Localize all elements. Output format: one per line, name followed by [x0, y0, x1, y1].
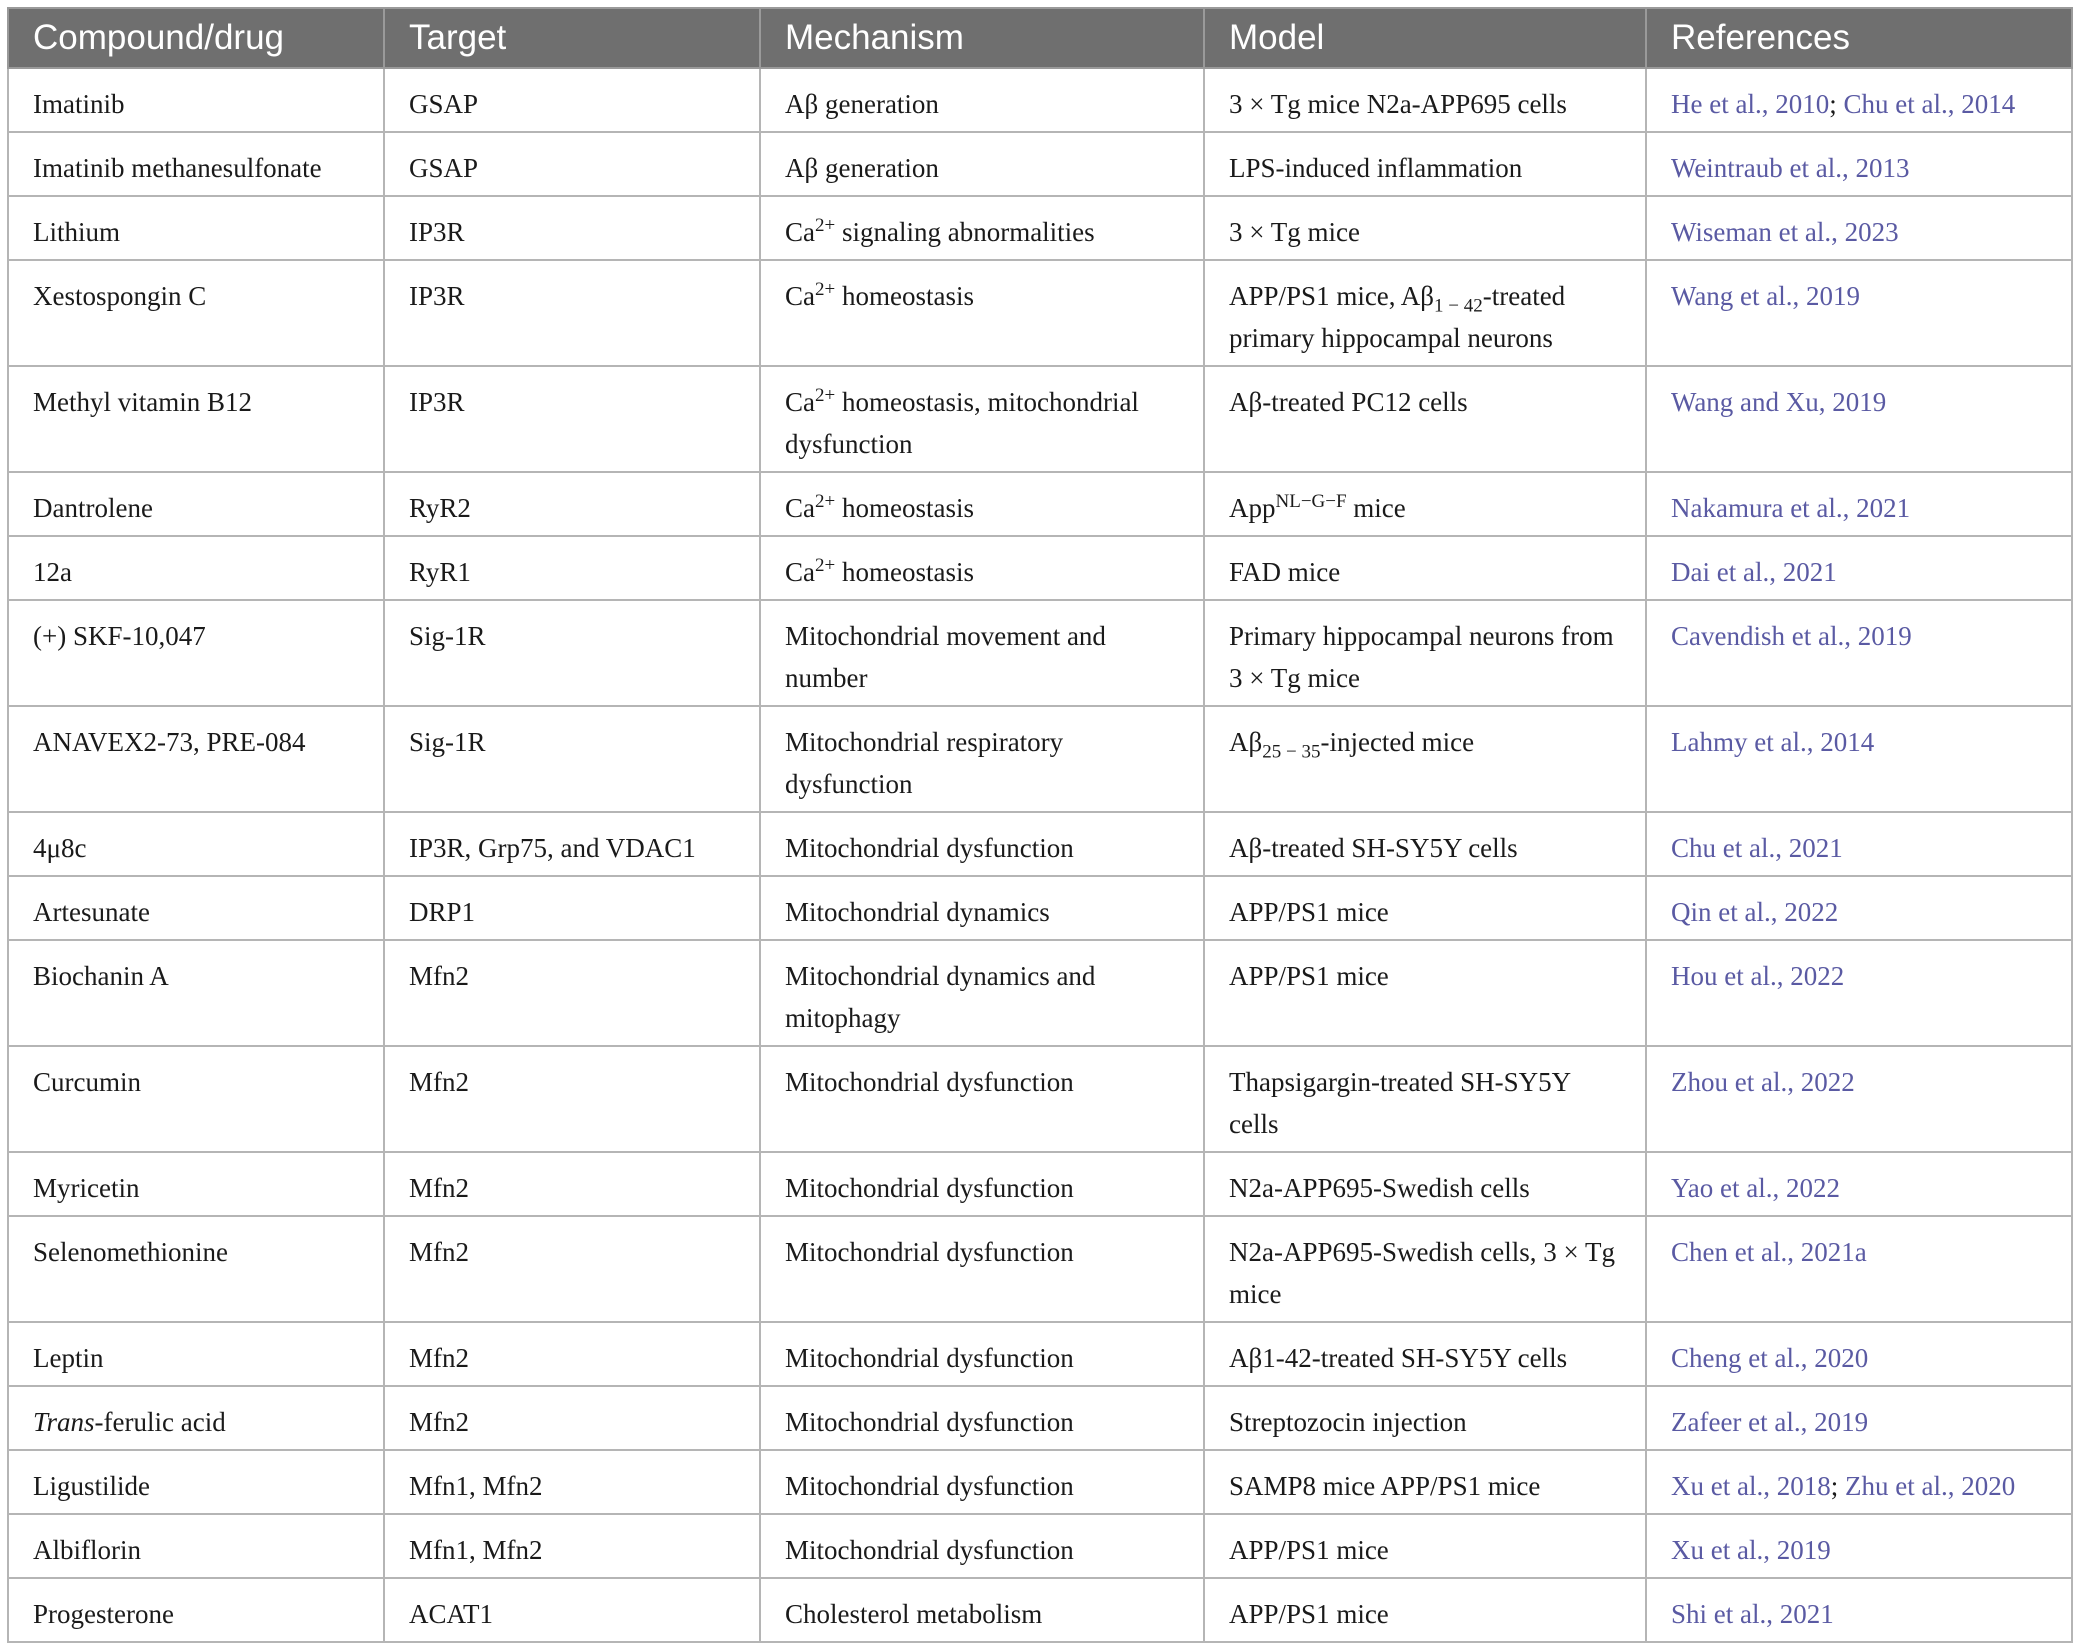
cell-model: SAMP8 mice APP/PS1 mice [1204, 1450, 1646, 1514]
table-row [8, 706, 2072, 812]
cell-model: Primary hippocampal neurons from 3 × Tg mice [1204, 600, 1646, 706]
cell-compound: Ligustilide [8, 1450, 384, 1514]
cell-mechanism: Mitochondrial dysfunction [760, 812, 1204, 876]
reference-link[interactable]: Dai et al., 2021 [1671, 557, 1837, 587]
table-row [8, 1216, 2072, 1322]
cell-compound: Imatinib methanesulfonate [8, 132, 384, 196]
cell-model [1204, 472, 1646, 536]
reference-link[interactable]: He et al., 2010 [1671, 89, 1830, 119]
model-text: Aβ [1229, 727, 1263, 757]
mechanism-text: Ca [785, 387, 815, 417]
cell-mechanism [760, 472, 1204, 536]
cell-model [1204, 260, 1646, 366]
cell-references [1646, 1450, 2072, 1514]
mechanism-superscript: 2+ [815, 385, 836, 406]
reference-link[interactable]: Chu et al., 2014 [1843, 89, 2016, 119]
cell-references [1646, 1386, 2072, 1450]
cell-references [1646, 1046, 2072, 1152]
cell-mechanism [760, 260, 1204, 366]
cell-target: Sig-1R [384, 600, 760, 706]
cell-references [1646, 1514, 2072, 1578]
cell-references [1646, 876, 2072, 940]
table-row [8, 1578, 2072, 1642]
cell-target: Mfn2 [384, 1386, 760, 1450]
header-compound: Compound/drug [8, 8, 384, 68]
table-row [8, 260, 2072, 366]
cell-target: IP3R [384, 366, 760, 472]
cell-references [1646, 706, 2072, 812]
cell-mechanism: Mitochondrial respiratory dysfunction [760, 706, 1204, 812]
cell-compound: Progesterone [8, 1578, 384, 1642]
cell-references [1646, 1578, 2072, 1642]
mechanism-text: homeostasis [835, 557, 974, 587]
header-mechanism: Mechanism [760, 8, 1204, 68]
reference-link[interactable]: Weintraub et al., 2013 [1671, 153, 1910, 183]
mechanism-text: Ca [785, 217, 815, 247]
table-row [8, 536, 2072, 600]
table-row [8, 68, 2072, 132]
table-row [8, 1046, 2072, 1152]
cell-compound: Leptin [8, 1322, 384, 1386]
reference-link[interactable]: Chen et al., 2021a [1671, 1237, 1867, 1267]
cell-compound: 4μ8c [8, 812, 384, 876]
cell-mechanism: Mitochondrial dysfunction [760, 1322, 1204, 1386]
cell-model: Aβ1-42-treated SH-SY5Y cells [1204, 1322, 1646, 1386]
model-text: APP/PS1 mice, Aβ [1229, 281, 1435, 311]
cell-target: IP3R, Grp75, and VDAC1 [384, 812, 760, 876]
header-target: Target [384, 8, 760, 68]
table-row [8, 132, 2072, 196]
cell-references [1646, 1322, 2072, 1386]
table-row [8, 940, 2072, 1046]
cell-target: DRP1 [384, 876, 760, 940]
cell-target: RyR2 [384, 472, 760, 536]
cell-compound: Myricetin [8, 1152, 384, 1216]
reference-link[interactable]: Qin et al., 2022 [1671, 897, 1839, 927]
reference-link[interactable]: Zafeer et al., 2019 [1671, 1407, 1869, 1437]
model-subscript: 25 − 35 [1262, 741, 1321, 763]
table-row [8, 600, 2072, 706]
cell-target: GSAP [384, 132, 760, 196]
reference-link[interactable]: Hou et al., 2022 [1671, 961, 1845, 991]
cell-model: APP/PS1 mice [1204, 1514, 1646, 1578]
reference-link[interactable]: Wang and Xu, 2019 [1671, 387, 1887, 417]
mechanism-text: Ca [785, 557, 815, 587]
mechanism-text: homeostasis [835, 281, 974, 311]
cell-mechanism: Mitochondrial dynamics [760, 876, 1204, 940]
cell-references [1646, 1152, 2072, 1216]
reference-link[interactable]: Yao et al., 2022 [1671, 1173, 1841, 1203]
cell-target: Sig-1R [384, 706, 760, 812]
cell-compound: Imatinib [8, 68, 384, 132]
cell-compound: (+) SKF-10,047 [8, 600, 384, 706]
cell-model: FAD mice [1204, 536, 1646, 600]
cell-compound: Curcumin [8, 1046, 384, 1152]
mechanism-superscript: 2+ [815, 279, 836, 300]
mechanism-text: homeostasis [835, 493, 974, 523]
cell-model: Streptozocin injection [1204, 1386, 1646, 1450]
model-subscript: 1 − 42 [1434, 295, 1483, 317]
compound-rest: -ferulic acid [94, 1407, 226, 1437]
cell-references [1646, 1216, 2072, 1322]
cell-mechanism: Mitochondrial movement and number [760, 600, 1204, 706]
cell-model: N2a-APP695-Swedish cells [1204, 1152, 1646, 1216]
cell-target: Mfn2 [384, 940, 760, 1046]
cell-model: 3 × Tg mice N2a-APP695 cells [1204, 68, 1646, 132]
table-row [8, 1322, 2072, 1386]
reference-link[interactable]: Nakamura et al., 2021 [1671, 493, 1911, 523]
cell-target: ACAT1 [384, 1578, 760, 1642]
table-row [8, 472, 2072, 536]
mechanism-superscript: 2+ [815, 491, 836, 512]
table-row [8, 1152, 2072, 1216]
cell-mechanism: Aβ generation [760, 132, 1204, 196]
cell-references [1646, 132, 2072, 196]
cell-model: APP/PS1 mice [1204, 940, 1646, 1046]
cell-references [1646, 600, 2072, 706]
cell-references [1646, 536, 2072, 600]
table-row [8, 876, 2072, 940]
cell-references [1646, 940, 2072, 1046]
table-row [8, 1450, 2072, 1514]
table-row [8, 196, 2072, 260]
cell-compound: Artesunate [8, 876, 384, 940]
cell-references [1646, 196, 2072, 260]
mechanism-text: homeostasis, mitochondrial dysfunction [785, 387, 1139, 459]
cell-references [1646, 812, 2072, 876]
cell-model: 3 × Tg mice [1204, 196, 1646, 260]
table-row [8, 1514, 2072, 1578]
mechanism-text: Ca [785, 281, 815, 311]
cell-target: Mfn2 [384, 1216, 760, 1322]
reference-link[interactable]: Lahmy et al., 2014 [1671, 727, 1875, 757]
cell-compound: Albiflorin [8, 1514, 384, 1578]
mechanism-text: signaling abnormalities [835, 217, 1095, 247]
cell-references [1646, 366, 2072, 472]
cell-mechanism: Mitochondrial dynamics and mitophagy [760, 940, 1204, 1046]
cell-mechanism: Mitochondrial dysfunction [760, 1046, 1204, 1152]
cell-references [1646, 68, 2072, 132]
cell-mechanism: Mitochondrial dysfunction [760, 1450, 1204, 1514]
reference-link[interactable]: Xu et al., 2018 [1671, 1471, 1831, 1501]
model-text: mice [1346, 493, 1406, 523]
cell-compound [8, 1386, 384, 1450]
cell-references [1646, 260, 2072, 366]
cell-mechanism: Mitochondrial dysfunction [760, 1514, 1204, 1578]
table-body [8, 68, 2072, 1642]
reference-link[interactable]: Cavendish et al., 2019 [1671, 621, 1912, 651]
cell-model [1204, 706, 1646, 812]
cell-compound: Biochanin A [8, 940, 384, 1046]
reference-link[interactable]: Wiseman et al., 2023 [1671, 217, 1899, 247]
reference-link[interactable]: Wang et al., 2019 [1671, 281, 1861, 311]
cell-compound: 12a [8, 536, 384, 600]
cell-mechanism: Mitochondrial dysfunction [760, 1216, 1204, 1322]
cell-target: Mfn1, Mfn2 [384, 1450, 760, 1514]
cell-model: Aβ-treated SH-SY5Y cells [1204, 812, 1646, 876]
model-superscript: NL−G−F [1275, 491, 1347, 512]
table-row [8, 1386, 2072, 1450]
mechanism-text: Ca [785, 493, 815, 523]
compound-italic: Trans [33, 1407, 95, 1437]
cell-model: APP/PS1 mice [1204, 876, 1646, 940]
cell-mechanism [760, 366, 1204, 472]
header-model: Model [1204, 8, 1646, 68]
table-row [8, 812, 2072, 876]
reference-link[interactable]: Cheng et al., 2020 [1671, 1343, 1869, 1373]
cell-compound: Methyl vitamin B12 [8, 366, 384, 472]
reference-link[interactable]: Zhou et al., 2022 [1671, 1067, 1855, 1097]
cell-model: APP/PS1 mice [1204, 1578, 1646, 1642]
cell-target: IP3R [384, 196, 760, 260]
table-row [8, 366, 2072, 472]
cell-target: Mfn2 [384, 1046, 760, 1152]
table-header [8, 8, 2072, 68]
mechanism-superscript: 2+ [815, 215, 836, 236]
cell-target: GSAP [384, 68, 760, 132]
reference-link[interactable]: Shi et al., 2021 [1671, 1599, 1834, 1629]
cell-model: LPS-induced inflammation [1204, 132, 1646, 196]
reference-separator: ; [1830, 1471, 1845, 1501]
model-text: -treated primary hippocampal neurons [1229, 281, 1566, 353]
reference-separator: ; [1829, 89, 1844, 119]
cell-target: IP3R [384, 260, 760, 366]
cell-compound: Selenomethionine [8, 1216, 384, 1322]
header-references: References [1646, 8, 2072, 68]
cell-target: Mfn1, Mfn2 [384, 1514, 760, 1578]
cell-model: Aβ-treated PC12 cells [1204, 366, 1646, 472]
cell-compound: Dantrolene [8, 472, 384, 536]
mechanism-superscript: 2+ [815, 555, 836, 576]
cell-target: Mfn2 [384, 1152, 760, 1216]
drug-target-table [7, 7, 2073, 1643]
reference-link[interactable]: Chu et al., 2021 [1671, 833, 1843, 863]
cell-references [1646, 472, 2072, 536]
cell-compound: Lithium [8, 196, 384, 260]
cell-compound: ANAVEX2-73, PRE-084 [8, 706, 384, 812]
cell-mechanism: Mitochondrial dysfunction [760, 1386, 1204, 1450]
cell-mechanism [760, 196, 1204, 260]
reference-link[interactable]: Zhu et al., 2020 [1845, 1471, 2016, 1501]
model-text: -injected mice [1320, 727, 1475, 757]
cell-mechanism: Mitochondrial dysfunction [760, 1152, 1204, 1216]
cell-mechanism: Aβ generation [760, 68, 1204, 132]
cell-target: RyR1 [384, 536, 760, 600]
model-text: App [1229, 493, 1276, 523]
cell-mechanism: Cholesterol metabolism [760, 1578, 1204, 1642]
cell-model: Thapsigargin-treated SH-SY5Y cells [1204, 1046, 1646, 1152]
cell-target: Mfn2 [384, 1322, 760, 1386]
cell-model: N2a-APP695-Swedish cells, 3 × Tg mice [1204, 1216, 1646, 1322]
reference-link[interactable]: Xu et al., 2019 [1671, 1535, 1831, 1565]
cell-mechanism [760, 536, 1204, 600]
cell-compound: Xestospongin C [8, 260, 384, 366]
